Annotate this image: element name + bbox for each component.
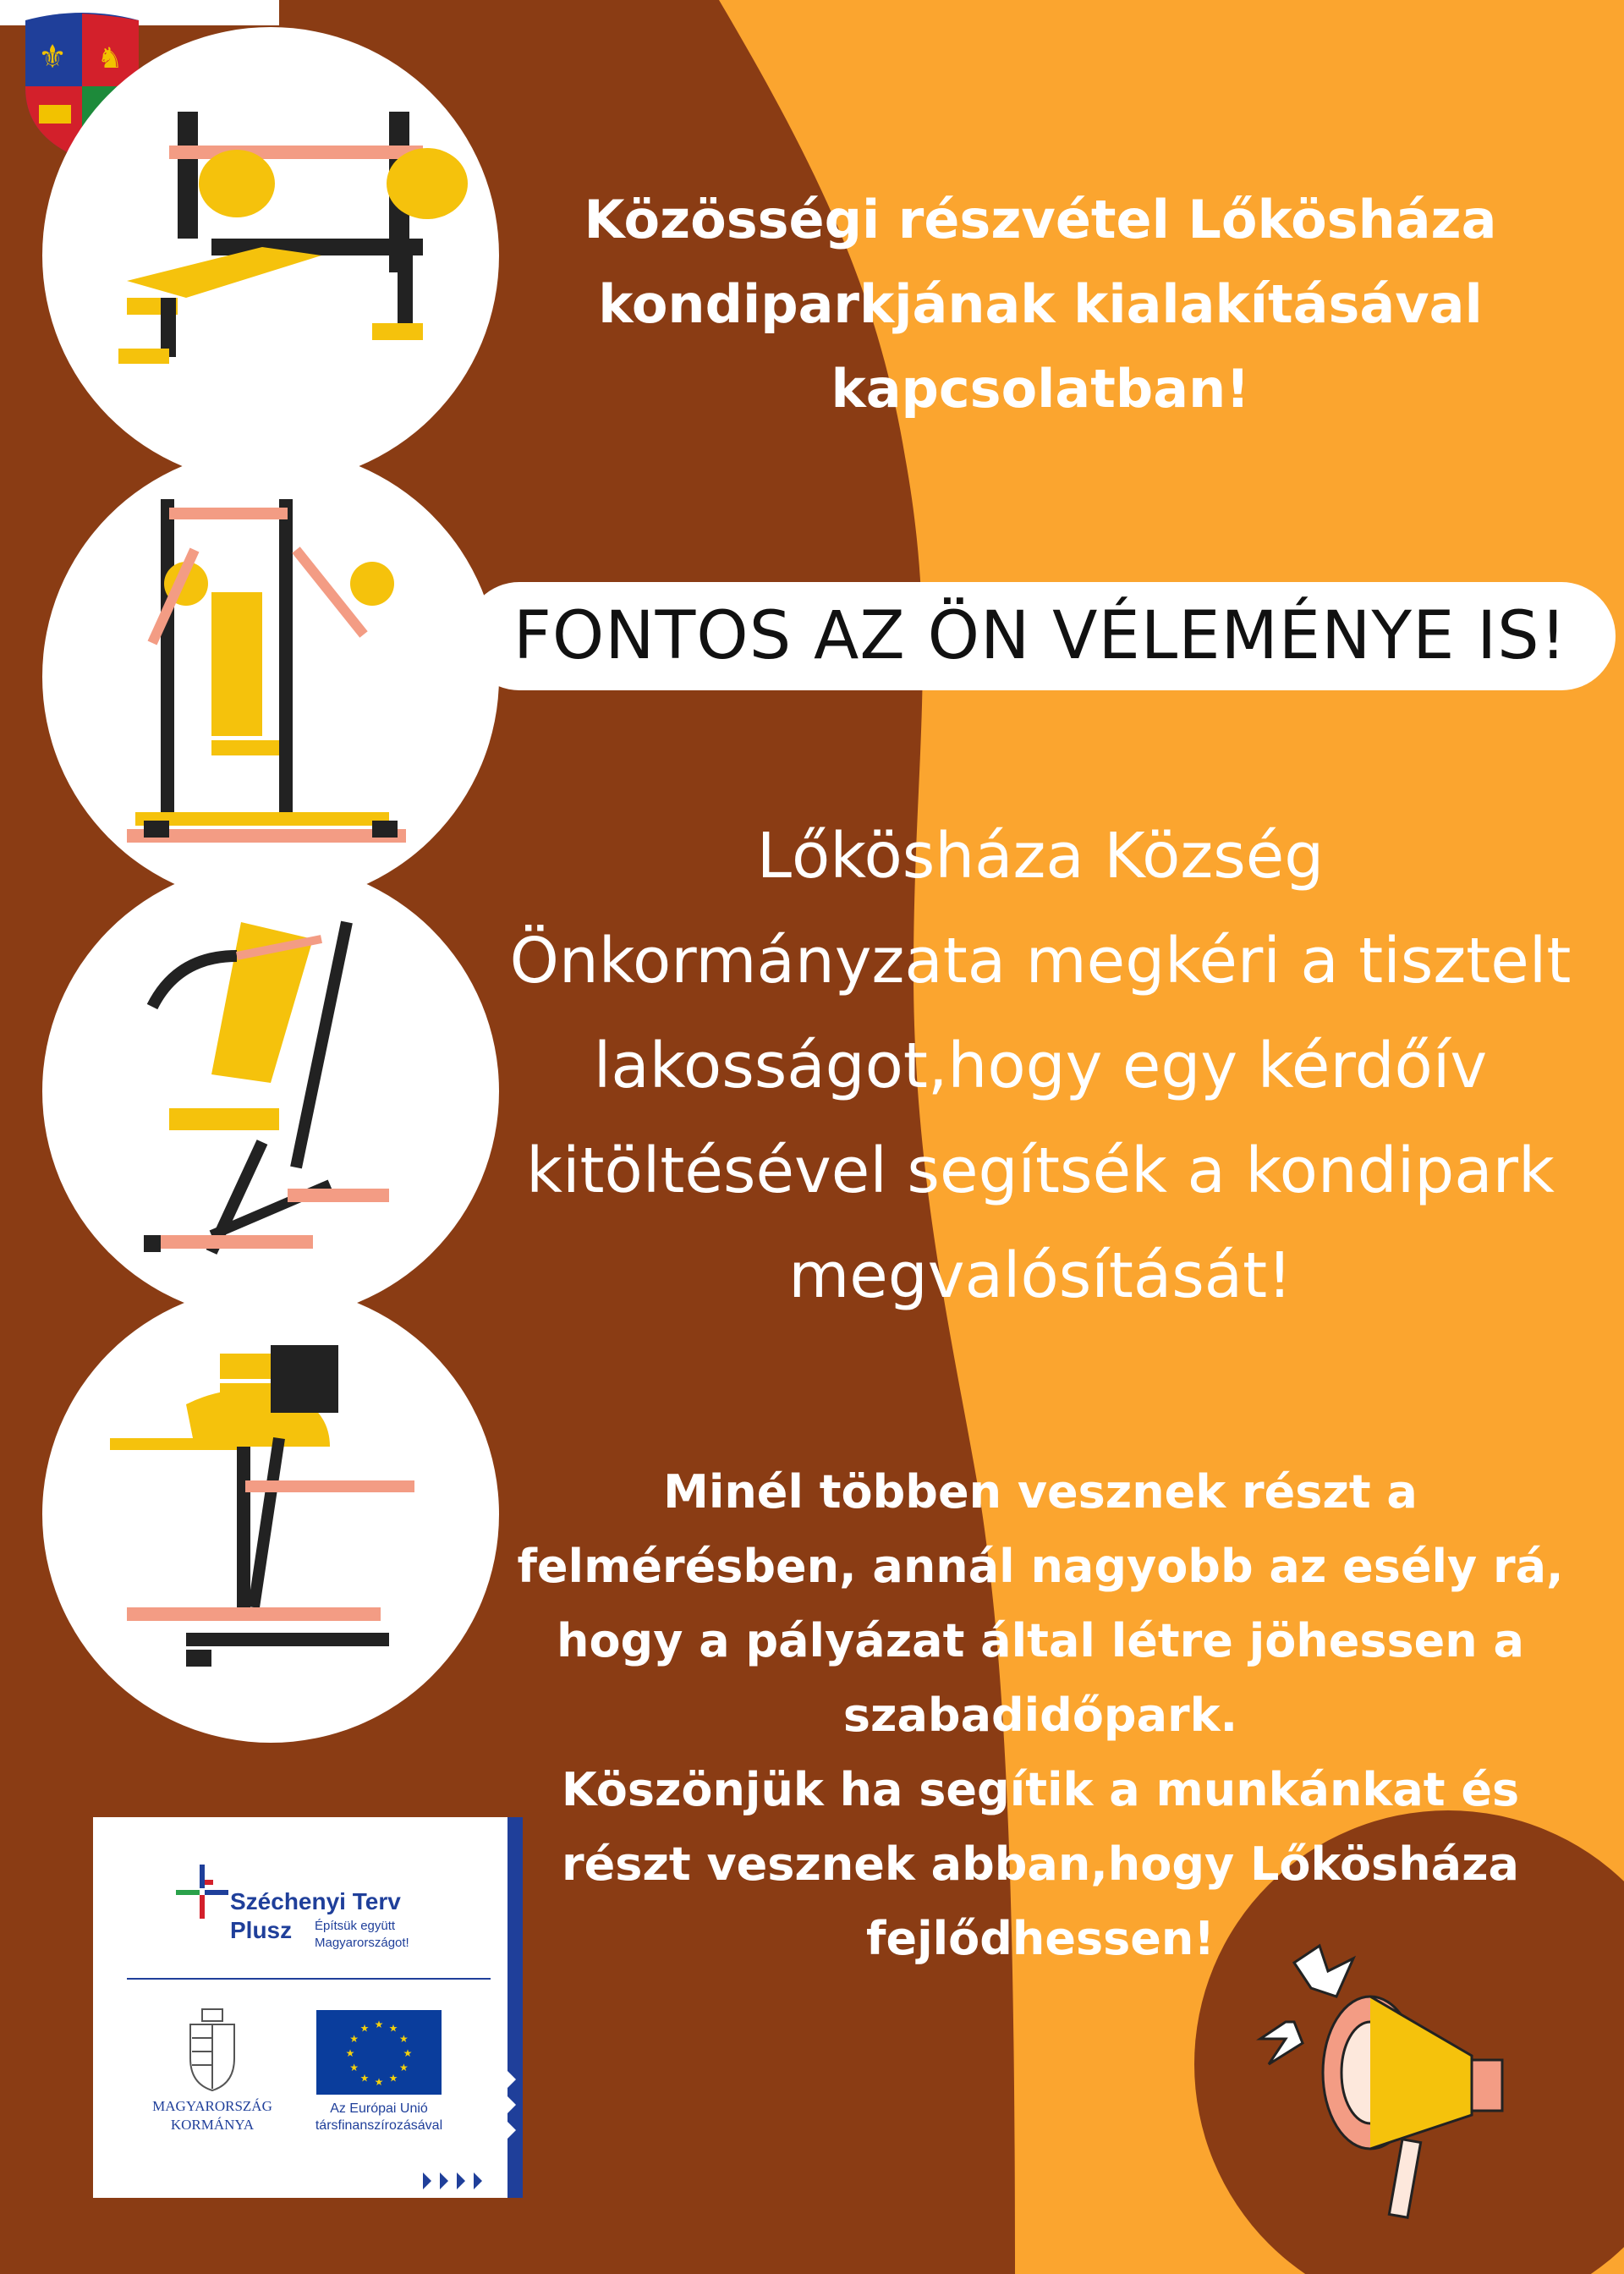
svg-text:⚜: ⚜ — [37, 38, 68, 75]
appeal-line: Köszönjük ha segítik a munkánkat és — [561, 1763, 1520, 1816]
intro-line: Lőkösháza Község — [756, 820, 1325, 893]
slogan-line-1: Építsük együtt — [315, 1919, 396, 1933]
szechenyi-logo-icon — [171, 1861, 235, 1925]
eu-star: ★ — [388, 2072, 398, 2084]
eu-star: ★ — [388, 2022, 398, 2035]
eu-line-2: társfinanszírozásával — [315, 2118, 443, 2133]
intro-line: lakosságot,hogy egy kérdőív — [593, 1030, 1488, 1102]
government-line-1: MAGYARORSZÁG — [152, 2098, 272, 2114]
svg-text:♞: ♞ — [96, 41, 123, 75]
intro-line: kitöltésével segítsék a kondipark — [526, 1134, 1555, 1207]
eu-flag-icon — [316, 2010, 442, 2095]
shoulder-press-icon — [42, 863, 499, 1320]
chest-press-icon — [42, 448, 499, 905]
eu-star: ★ — [399, 2033, 409, 2045]
bench-press-circle — [42, 27, 499, 484]
intro-line: Önkormányzata megkéri a tisztelt — [509, 925, 1572, 997]
eu-star: ★ — [374, 2076, 384, 2088]
appeal-line: hogy a pályázat által létre jöhessen a — [557, 1614, 1524, 1667]
megaphone-icon — [1201, 1912, 1573, 2250]
sponsor-card — [93, 1817, 523, 2198]
eu-star: ★ — [345, 2047, 355, 2059]
appeal-paragraph — [474, 1455, 1607, 1976]
sponsor-card-frame — [93, 1817, 523, 2198]
highlight-text: FONTOS AZ ÖN VÉLEMÉNYE IS! — [513, 598, 1567, 674]
headline-line: kondiparkjának kialakításával — [598, 273, 1483, 335]
eu-star: ★ — [374, 2019, 384, 2030]
government-line-2: KORMÁNYA — [170, 2117, 255, 2133]
shoulder-press-circle — [42, 863, 499, 1320]
eu-star: ★ — [359, 2022, 370, 2035]
eu-star: ★ — [403, 2047, 413, 2059]
bench-press-icon — [42, 27, 499, 484]
appeal-line: szabadidőpark. — [842, 1689, 1238, 1742]
eu-star: ★ — [399, 2062, 409, 2074]
headline-line: Közösségi részvétel Lőkösháza — [584, 189, 1497, 250]
appeal-line: Minél többen vesznek részt a — [663, 1465, 1418, 1519]
back-extension-circle — [42, 1286, 499, 1743]
headline — [508, 178, 1573, 431]
headline-line: kapcsolatban! — [831, 358, 1250, 420]
eu-line-1: Az Európai Unió — [330, 2101, 428, 2116]
intro-line: megvalósítását! — [788, 1239, 1292, 1312]
back-extension-icon — [42, 1286, 499, 1743]
eu-star: ★ — [349, 2033, 359, 2045]
program-name: Széchenyi Terv — [230, 1888, 401, 1914]
appeal-line: fejlődhessen! — [866, 1912, 1215, 1965]
chest-press-circle — [42, 448, 499, 905]
intro-paragraph — [465, 804, 1616, 1328]
hungarian-coat-of-arms-icon — [182, 2008, 243, 2092]
program-name-plusz: Plusz — [230, 1917, 293, 1943]
appeal-line: felmérésben, annál nagyobb az esély rá, — [517, 1540, 1564, 1593]
eu-star: ★ — [359, 2072, 370, 2084]
eu-star: ★ — [349, 2062, 359, 2074]
appeal-line: részt vesznek abban,hogy Lőkösháza — [562, 1837, 1519, 1891]
slogan-line-2: Magyarországot! — [315, 1936, 409, 1950]
